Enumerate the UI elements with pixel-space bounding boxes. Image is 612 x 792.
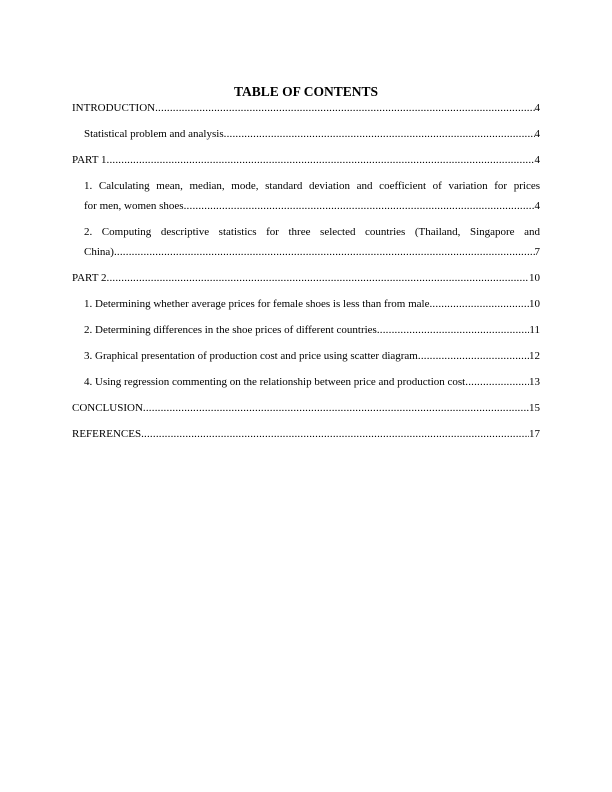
toc-leader-dots: [114, 244, 535, 260]
toc-entry-conclusion[interactable]: [72, 400, 540, 416]
toc-entry-part2-item-1[interactable]: [72, 296, 540, 312]
toc-entry-label: 1. Determining whether average prices for female shoes is less than from male: [84, 298, 430, 310]
toc-leader-dots: [107, 152, 535, 168]
toc-entry-part2-item-2[interactable]: [72, 322, 540, 338]
toc-page-number: 13: [529, 376, 540, 388]
toc-page-number: 17: [529, 428, 540, 440]
toc-entry-part-2[interactable]: [72, 270, 540, 286]
toc-entry-part-1[interactable]: [72, 152, 540, 168]
toc-entry-part2-item-4[interactable]: [72, 374, 540, 390]
toc-leader-dots: [143, 400, 529, 416]
toc-leader-dots: [224, 126, 535, 142]
toc-entry-label: CONCLUSION: [72, 402, 143, 414]
toc-leader-dots: [141, 426, 529, 442]
toc-page-number: 4: [534, 128, 540, 140]
toc-page-number: 4: [534, 102, 540, 114]
toc-leader-dots: [377, 322, 530, 338]
toc-entry-label-line1: 1. Calculating mean, median, mode, standard deviation and coefficient of variation for prices: [84, 180, 540, 192]
toc-entry-label: 4. Using regression commenting on the relationship between price and production cost: [84, 376, 466, 388]
toc-entry-label: Statistical problem and analysis: [84, 128, 224, 140]
toc-page-number: 10: [529, 272, 540, 284]
toc-page-number: 12: [529, 350, 540, 362]
toc-page-number: 4: [534, 154, 540, 166]
toc-entry-label: INTRODUCTION: [72, 102, 156, 114]
toc-entry-part1-item-2[interactable]: [72, 224, 540, 260]
toc-entry-label-line1: 2. Computing descriptive statistics for three selected countries (Thailand, Singapore and: [84, 226, 540, 238]
toc-title: TABLE OF CONTENTS: [233, 84, 379, 99]
toc-page-number: 7: [534, 246, 540, 258]
toc-entry-label: China): [84, 246, 114, 258]
toc-leader-dots: [429, 296, 529, 312]
toc-entry-label: PART 1: [72, 154, 107, 166]
toc-leader-dots: [155, 100, 534, 116]
toc-entry-part2-item-3[interactable]: [72, 348, 540, 364]
toc-entry-label: for men, women shoes: [84, 200, 184, 212]
toc-page-number: 4: [534, 200, 540, 212]
toc-entry-part1-item-1[interactable]: [72, 178, 540, 214]
toc-entry-label: 3. Graphical presentation of production cost and price using scatter diagram: [84, 350, 418, 362]
toc-entry-statistical-problem[interactable]: [72, 126, 540, 142]
toc-page-number: 15: [529, 402, 540, 414]
toc-leader-dots: [418, 348, 529, 364]
toc-leader-dots: [465, 374, 529, 390]
table-of-contents: [72, 100, 540, 442]
toc-entry-label: REFERENCES: [72, 428, 142, 440]
toc-page-number: 10: [529, 298, 540, 310]
toc-leader-dots: [184, 198, 535, 214]
toc-entry-introduction[interactable]: [72, 100, 540, 116]
toc-leader-dots: [107, 270, 530, 286]
toc-page-number: 11: [529, 324, 540, 336]
toc-entry-references[interactable]: [72, 426, 540, 442]
toc-entry-label: PART 2: [72, 272, 107, 284]
toc-entry-label: 2. Determining differences in the shoe prices of different countries: [84, 324, 377, 336]
